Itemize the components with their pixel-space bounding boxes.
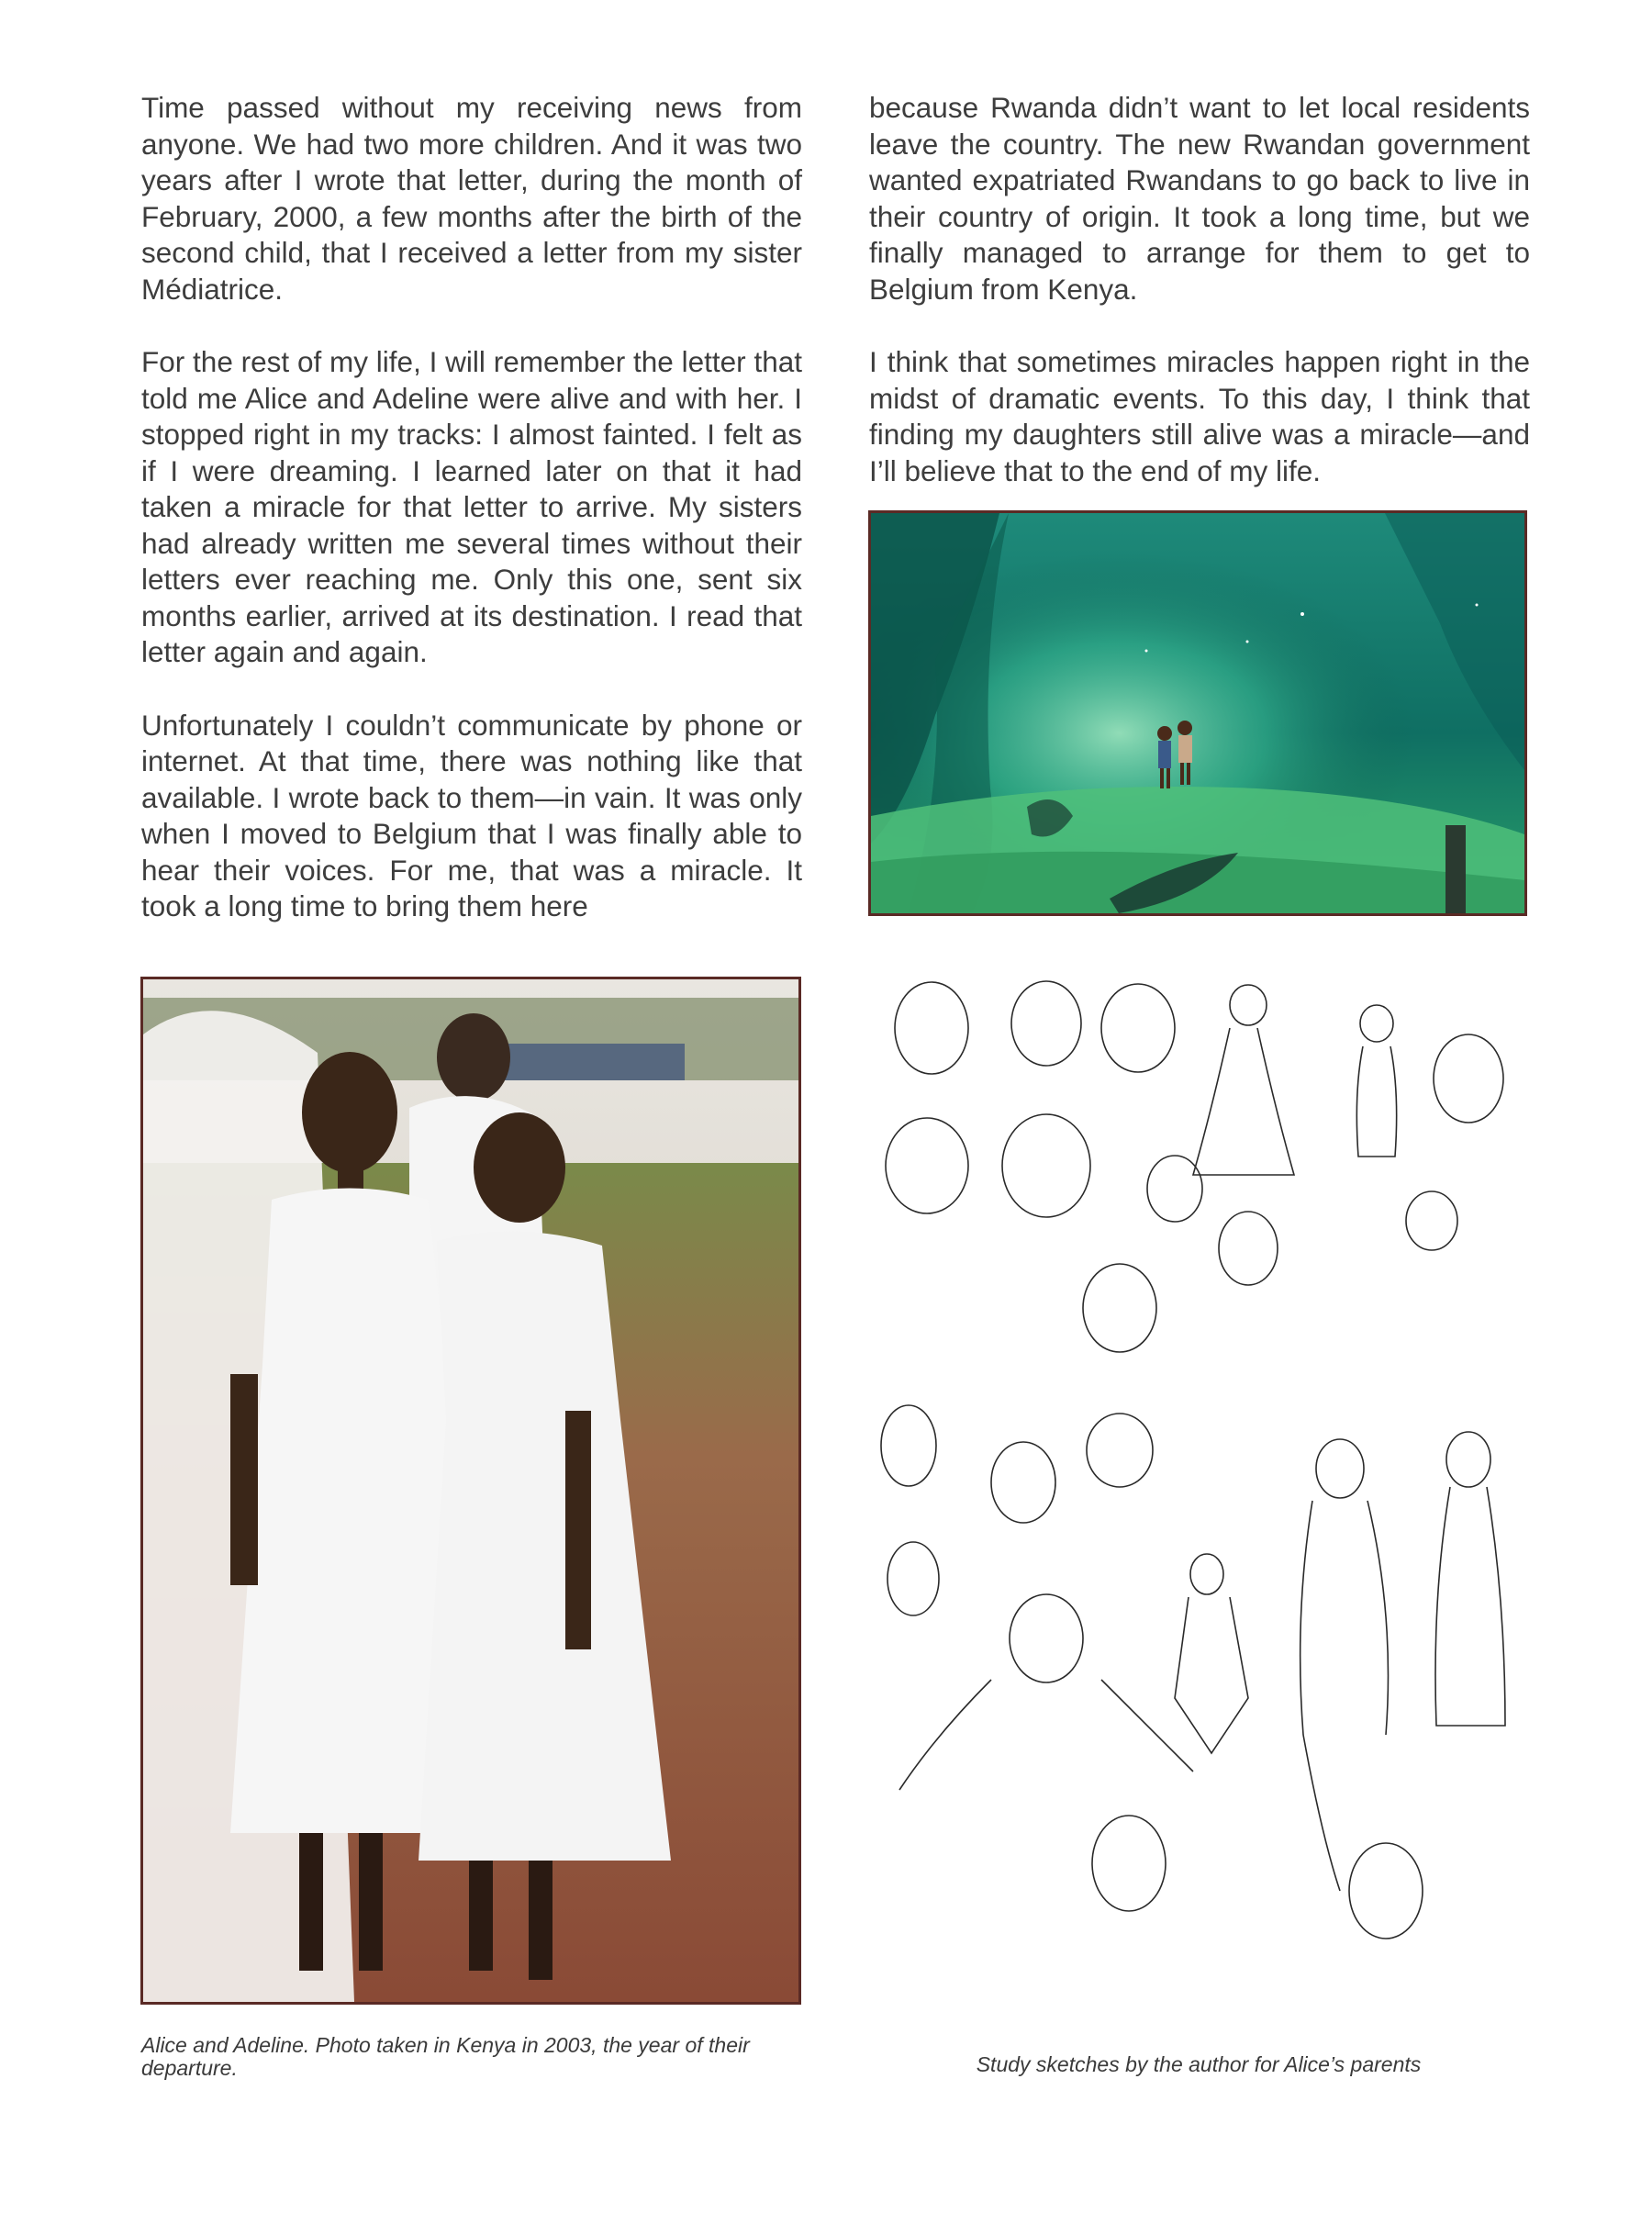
paragraph: Unfortunately I couldn’t communicate by phone or internet. At that time, there was nothing like that available. I wrote back to them—in vain. It was only when I moved to Belgium that I was finally able to hear their voices. For me, that was a miracle. It took a long time to bring them here [141,708,802,922]
forest-illustration [868,510,1527,916]
sketches-caption: Study sketches by the author for Alice’s parents [976,2052,1422,2076]
sketch-drawing [863,973,1533,2010]
paragraph: Time passed without my receiving news from anyone. We had two more children. And it was two years after I wrote that letter, during the month of February, 2000, a few months after the birth of the second child, that I received a letter from my sister Médiatrice. [141,91,802,306]
paragraph: I think that sometimes miracles happen right in the midst of dramatic events. To this day, I think that finding my daughters still alive was a miracle—and I’ll believe that to the end of my life. [869,345,1530,487]
photo-image [143,979,798,2002]
photo-alice-adeline [140,977,801,2005]
left-text-column [141,90,802,962]
study-sketches [863,973,1533,2010]
forest-painting [871,513,1524,913]
paragraph: For the rest of my life, I will remember the letter that told me Alice and Adeline were alive and with her. I stopped right in my tracks: I almost fainted. I felt as if I were dreaming. I learned later on that it had taken a miracle for that letter to arrive. My sisters had already written me several times without their letters ever reaching me. Only this one, sent six months earlier, arrived at its destination. I read that letter again and again. [141,345,802,668]
photo-caption: Alice and Adeline. Photo taken in Kenya in 2003, the year of their departure. [141,2033,750,2080]
right-text-column [869,90,1530,526]
paragraph: because Rwanda didn’t want to let local residents leave the country. The new Rwandan government wanted expatriated Rwandans to go back to live in their country of origin. It took a long time, but we finally managed to arrange for them to get to Belgium from Kenya. [869,91,1530,306]
